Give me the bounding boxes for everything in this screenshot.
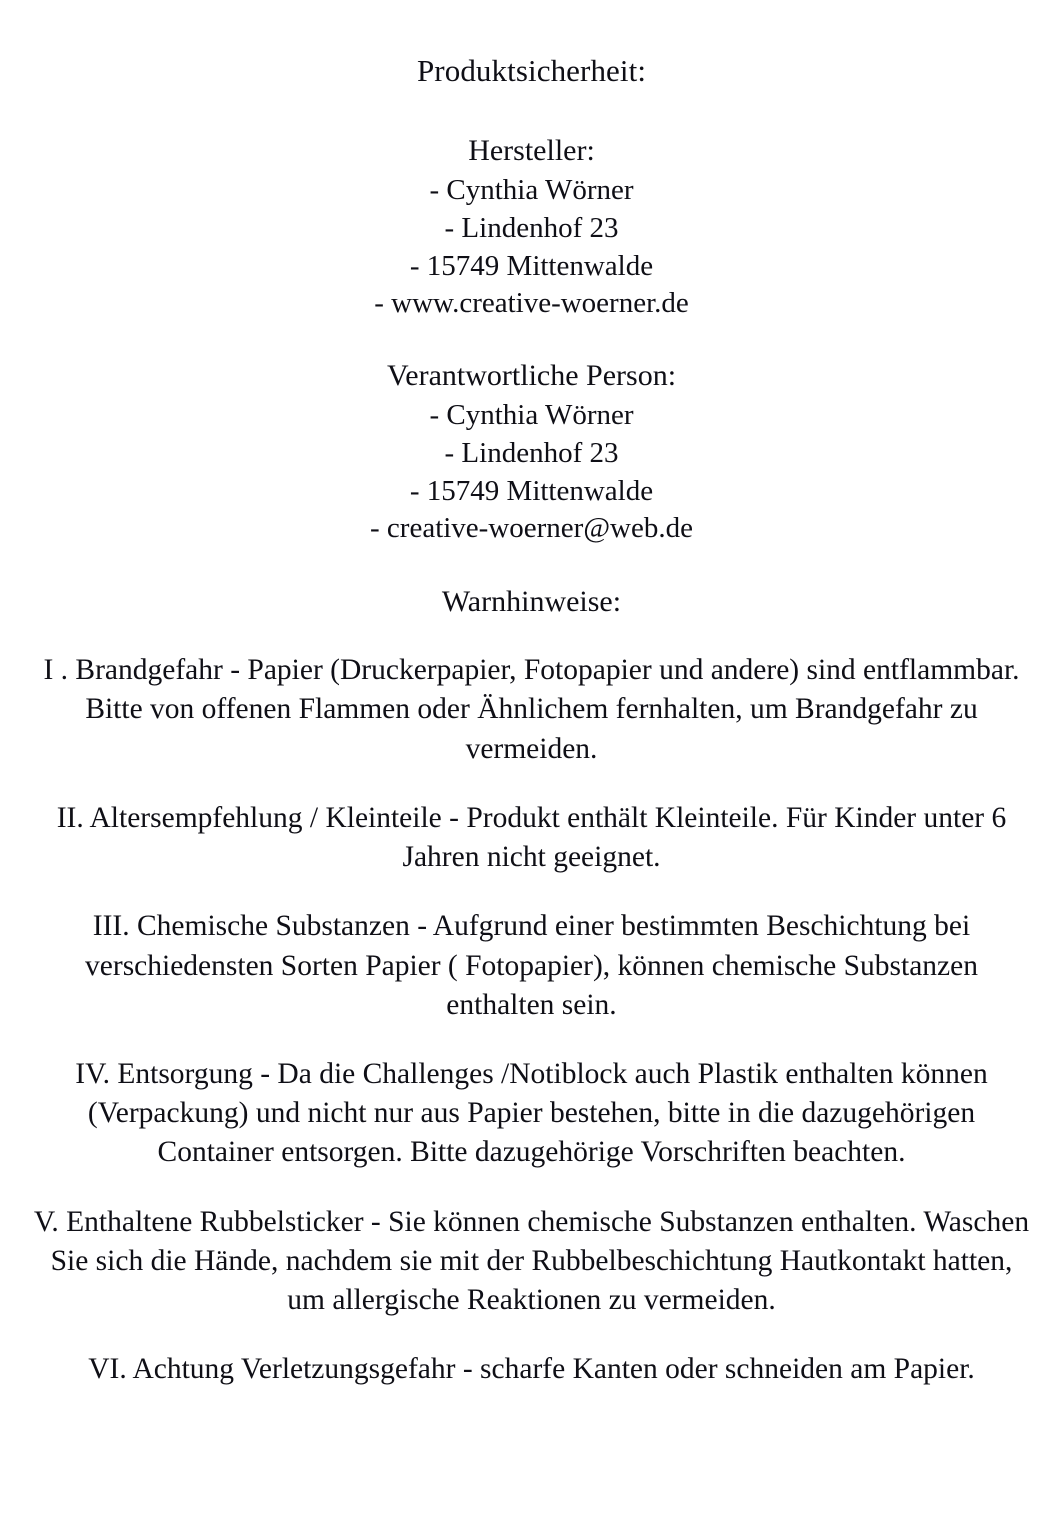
manufacturer-website: - www.creative-woerner.de	[374, 287, 689, 320]
manufacturer-street: - Lindenhof 23	[444, 211, 619, 244]
manufacturer-block	[22, 132, 1041, 323]
warnings-heading: Warnhinweise:	[441, 585, 622, 619]
warning-item: VI. Achtung Verletzungsgefahr - scharfe Kanten oder schneiden am Papier.	[88, 1353, 975, 1386]
manufacturer-name: - Cynthia Wörner	[429, 174, 634, 207]
responsible-person-heading: Verantwortliche Person:	[386, 358, 677, 392]
warnings-list	[22, 651, 1041, 1390]
responsible-person-name: - Cynthia Wörner	[429, 399, 634, 432]
warning-item: III. Chemische Substanzen - Aufgrund einer bestimmten Beschichtung bei verschiedensten Sorten Papier ( Fotopapier), können chemische Substanzen enthalten sein.	[85, 910, 978, 1021]
warning-item: I . Brandgefahr - Papier (Druckerpapier, Fotopapier und andere) sind entflammbar. Bitte von offenen Flammen oder Ähnlichem fernhalten, um Brandgefahr zu vermeiden.	[43, 654, 1020, 765]
page-title: Produktsicherheit:	[416, 53, 647, 88]
manufacturer-heading: Hersteller:	[468, 133, 595, 167]
warning-item: IV. Entsorgung - Da die Challenges /Notiblock auch Plastik enthalten können (Verpackung) und nicht nur aus Papier bestehen, bitte in die dazugehörigen Container entsorgen. Bitte dazugehörige Vorschriften beachten.	[75, 1057, 988, 1169]
warning-item: V. Enthaltene Rubbelsticker - Sie können chemische Substanzen enthalten. Waschen Sie sich die Hände, nachdem sie mit der Rubbelbeschichtung Hautkontakt hatten, um allergische Reaktionen zu vermeiden.	[33, 1205, 1030, 1317]
responsible-person-email: - creative-woerner@web.de	[370, 512, 693, 545]
responsible-person-city: - 15749 Mittenwalde	[409, 474, 654, 507]
manufacturer-city: - 15749 Mittenwalde	[409, 249, 654, 282]
responsible-person-street: - Lindenhof 23	[444, 437, 619, 470]
warning-item: II. Altersempfehlung / Kleinteile - Produkt enthält Kleinteile. Für Kinder unter 6 Jahren nicht geeignet.	[56, 801, 1007, 874]
responsible-person-block	[22, 357, 1041, 548]
